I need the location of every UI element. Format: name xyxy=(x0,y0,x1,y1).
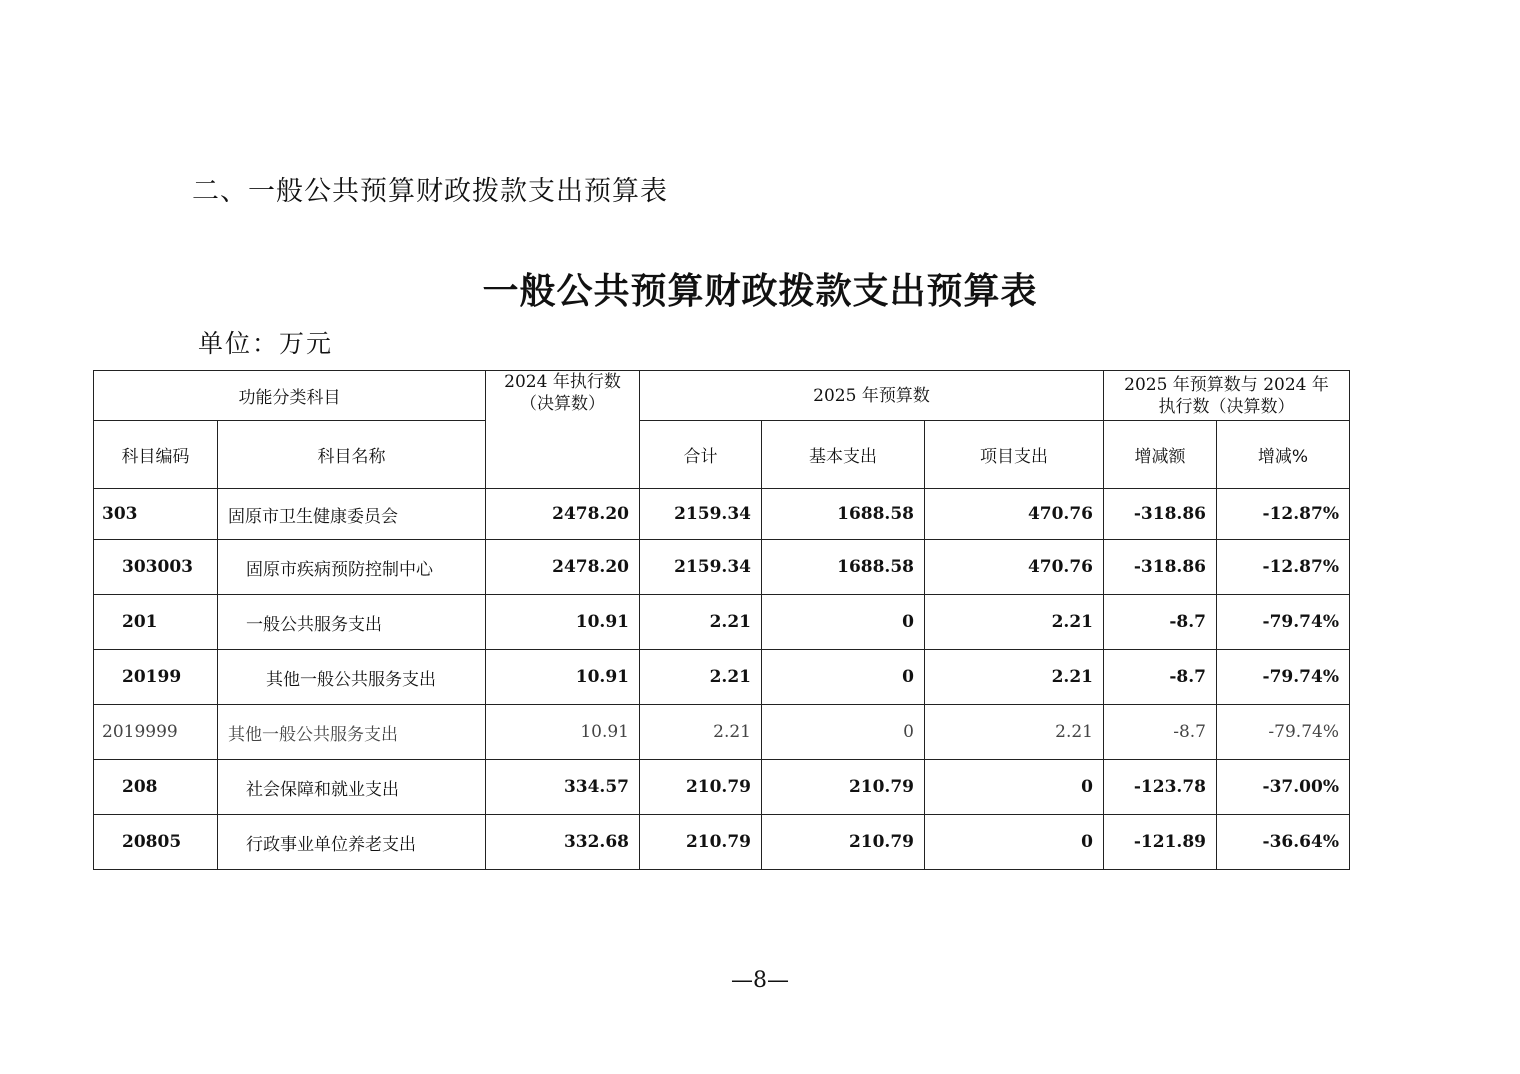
row-project: 0 xyxy=(925,815,1104,870)
header-row-1 xyxy=(94,371,1350,421)
change-header: 增减额 xyxy=(1104,421,1217,489)
budget-2025-header: 2025 年预算数 xyxy=(640,371,1104,421)
row-change-pct: -12.87% xyxy=(1217,540,1350,595)
row-total: 210.79 xyxy=(640,760,762,815)
row-change: -8.7 xyxy=(1104,650,1217,705)
row-name: 其他一般公共服务支出 xyxy=(218,705,486,760)
row-exec: 10.91 xyxy=(486,650,640,705)
row-code: 201 xyxy=(94,595,218,650)
row-exec: 2478.20 xyxy=(486,489,640,540)
row-name: 一般公共服务支出 xyxy=(218,595,486,650)
change-pct-header: 增减% xyxy=(1217,421,1350,489)
row-change: -121.89 xyxy=(1104,815,1217,870)
row-name: 社会保障和就业支出 xyxy=(218,760,486,815)
row-basic: 1688.58 xyxy=(762,489,925,540)
code-header: 科目编码 xyxy=(94,421,218,489)
row-total: 2.21 xyxy=(640,705,762,760)
row-total: 2159.34 xyxy=(640,540,762,595)
row-basic: 0 xyxy=(762,595,925,650)
compare-header: 2025 年预算数与 2024 年 执行数（决算数） xyxy=(1104,371,1350,421)
row-total: 2.21 xyxy=(640,595,762,650)
page-number: —8— xyxy=(731,968,789,993)
unit-label: 单位：万元 xyxy=(198,329,334,358)
row-change-pct: -12.87% xyxy=(1217,489,1350,540)
row-code: 20805 xyxy=(94,815,218,870)
row-code: 208 xyxy=(94,760,218,815)
section-heading: 二、一般公共预算财政拨款支出预算表 xyxy=(192,176,668,207)
row-name: 行政事业单位养老支出 xyxy=(218,815,486,870)
row-total: 2159.34 xyxy=(640,489,762,540)
row-change-pct: -36.64% xyxy=(1217,815,1350,870)
row-code: 303003 xyxy=(94,540,218,595)
row-change: -8.7 xyxy=(1104,595,1217,650)
row-change: -123.78 xyxy=(1104,760,1217,815)
row-basic: 210.79 xyxy=(762,815,925,870)
row-change-pct: -79.74% xyxy=(1217,650,1350,705)
row-code: 2019999 xyxy=(94,705,218,760)
row-name: 其他一般公共服务支出 xyxy=(218,650,486,705)
row-total: 2.21 xyxy=(640,650,762,705)
table-row xyxy=(94,815,1350,870)
project-header: 项目支出 xyxy=(925,421,1104,489)
table-row xyxy=(94,489,1350,540)
row-project: 470.76 xyxy=(925,540,1104,595)
row-change-pct: -79.74% xyxy=(1217,595,1350,650)
table-row xyxy=(94,760,1350,815)
row-exec: 332.68 xyxy=(486,815,640,870)
row-total: 210.79 xyxy=(640,815,762,870)
row-project: 2.21 xyxy=(925,705,1104,760)
row-change: -318.86 xyxy=(1104,540,1217,595)
row-basic: 210.79 xyxy=(762,760,925,815)
row-change: -318.86 xyxy=(1104,489,1217,540)
table-row xyxy=(94,540,1350,595)
functional-classification-header: 功能分类科目 xyxy=(94,371,486,421)
row-exec: 2478.20 xyxy=(486,540,640,595)
row-project: 2.21 xyxy=(925,595,1104,650)
row-exec: 10.91 xyxy=(486,705,640,760)
table-row xyxy=(94,705,1350,760)
row-change-pct: -37.00% xyxy=(1217,760,1350,815)
name-header: 科目名称 xyxy=(218,421,486,489)
header-row-2 xyxy=(94,421,1350,489)
row-exec: 10.91 xyxy=(486,595,640,650)
row-basic: 1688.58 xyxy=(762,540,925,595)
row-basic: 0 xyxy=(762,705,925,760)
table-row xyxy=(94,650,1350,705)
row-name: 固原市卫生健康委员会 xyxy=(218,489,486,540)
row-change: -8.7 xyxy=(1104,705,1217,760)
row-change-pct: -79.74% xyxy=(1217,705,1350,760)
row-project: 0 xyxy=(925,760,1104,815)
table-title: 一般公共预算财政拨款支出预算表 xyxy=(482,270,1038,312)
row-name: 固原市疾病预防控制中心 xyxy=(218,540,486,595)
row-project: 470.76 xyxy=(925,489,1104,540)
row-code: 303 xyxy=(94,489,218,540)
row-exec: 334.57 xyxy=(486,760,640,815)
table-row xyxy=(94,595,1350,650)
row-basic: 0 xyxy=(762,650,925,705)
total-header: 合计 xyxy=(640,421,762,489)
basic-header: 基本支出 xyxy=(762,421,925,489)
row-project: 2.21 xyxy=(925,650,1104,705)
exec-2024-header: 2024 年执行数 （决算数） xyxy=(486,371,640,489)
row-code: 20199 xyxy=(94,650,218,705)
budget-table xyxy=(93,370,1350,870)
